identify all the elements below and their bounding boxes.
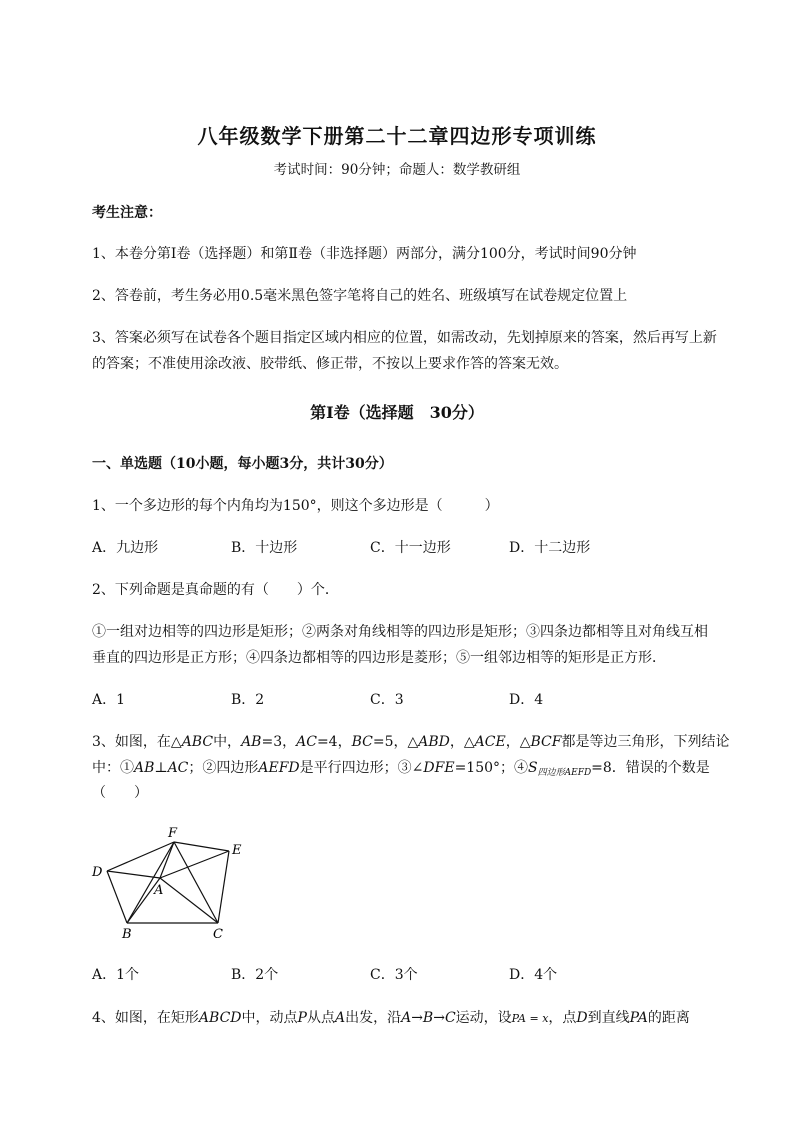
segment-ec (218, 851, 229, 923)
segment-ac (160, 878, 218, 923)
label-d: D (92, 865, 103, 880)
q1-option-b[interactable]: B．十边形 (231, 540, 298, 556)
q2-option-a[interactable]: A．1 (92, 692, 126, 708)
notice-heading: 考生注意： (92, 205, 162, 221)
question-2-stem: 2、下列命题是真命题的有（ ）个． (92, 582, 339, 598)
q2-option-d[interactable]: D．4 (509, 692, 544, 708)
label-f: F (168, 826, 178, 841)
question-2-statements-1: ①一组对边相等的四边形是矩形；②两条对角线相等的四边形是矩形；③四条边都相等且对角线互相 (92, 624, 708, 640)
section-title: 第I卷（选择题 30分） (310, 403, 484, 422)
notice-item-3-cont: 的答案；不准使用涂改液、胶带纸、修正带，不按以上要求作答的答案无效。 (92, 356, 568, 372)
q2-option-b[interactable]: B．2 (231, 692, 265, 708)
question-3-figure (86, 820, 256, 945)
segment-fc (174, 842, 218, 923)
label-b: B (122, 927, 132, 942)
label-a: A (154, 883, 164, 898)
question-3-paren: （ ） (92, 785, 148, 801)
q2-option-c[interactable]: C．3 (370, 692, 404, 708)
question-3-conclusions: 中：①AB⊥AC；②四边形AEFD是平行四边形；③∠DFE=150°；$④S_{四边形AEFD}=8$．错误的个数是 (92, 760, 710, 778)
part-heading: 一、单选题（10小题，每小题3分，共计30分） (92, 456, 393, 472)
notice-item-3: 3、答案必须写在试卷各个题目指定区域内相应的位置，如需改动，先划掉原来的答案，然后再写上新 (92, 330, 717, 346)
label-c: C (213, 927, 223, 942)
segment-fb (127, 842, 174, 923)
q1-option-a[interactable]: A．九边形 (92, 540, 159, 556)
question-2-statements-2: 垂直的四边形是正方形；④四条边都相等的四边形是菱形；⑤一组邻边相等的矩形是正方形． (92, 650, 666, 666)
exam-info: 考试时间：90分钟；命题人：数学教研组 (273, 162, 521, 178)
notice-item-1: 1、本卷分第I卷（选择题）和第Ⅱ卷（非选择题）两部分，满分100分，考试时间90分钟 (92, 246, 637, 262)
segment-ae (160, 851, 229, 878)
label-e: E (232, 843, 242, 858)
question-4-stem: 4、如图，在矩形ABCD中，动点P从点A出发，沿A→B→C运动，设PA = x，点D到直线PA的距离 (92, 1010, 690, 1026)
q1-option-c[interactable]: C．十一边形 (370, 540, 451, 556)
segment-da (107, 871, 160, 878)
q3-option-a[interactable]: A．1个 (92, 967, 140, 983)
segment-fe (174, 842, 229, 851)
page-title: 八年级数学下册第二十二章四边形专项训练 (197, 124, 597, 148)
notice-item-2: 2、答卷前，考生务必用0.5毫米黑色签字笔将自己的姓名、班级填写在试卷规定位置上 (92, 288, 628, 304)
q3-option-c[interactable]: C．3个 (370, 967, 418, 983)
q1-option-d[interactable]: D．十二边形 (509, 540, 591, 556)
question-1-stem: 1、一个多边形的每个内角均为150°，则这个多边形是（ ） (92, 498, 499, 514)
q3-option-b[interactable]: B．2个 (231, 967, 279, 983)
segment-bd (107, 871, 127, 923)
q3-option-d[interactable]: D．4个 (509, 967, 558, 983)
question-3-stem: 3、如图，在△ABC中，AB=3，AC=4，BC=5，△ABD，△ACE，△BCF都是等边三角形，下列结论 (92, 734, 730, 750)
